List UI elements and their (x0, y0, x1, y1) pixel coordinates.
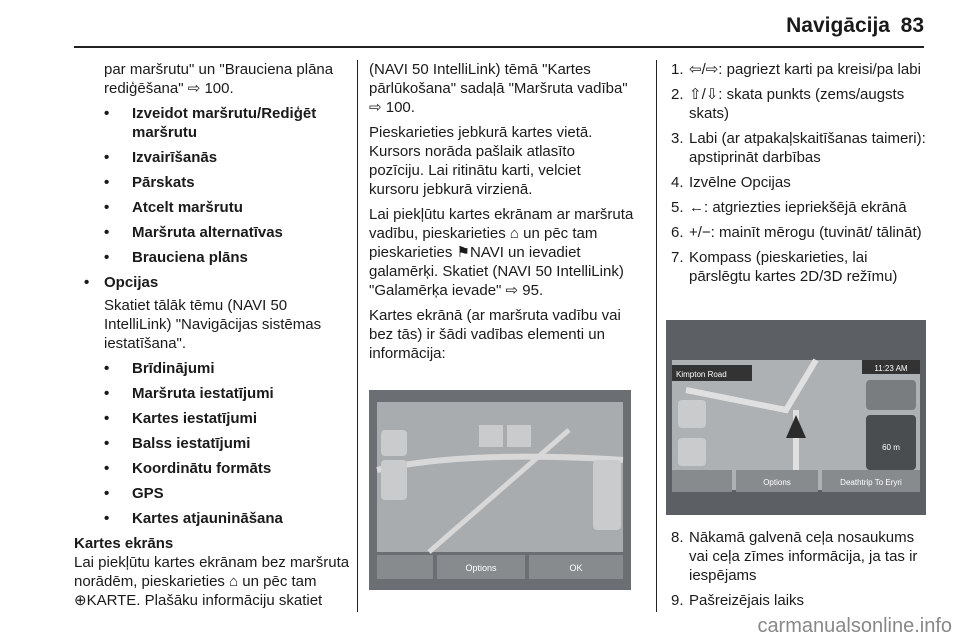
item-text: Pašreizējais laiks (689, 592, 805, 609)
list-item: • Maršruta alternatīvas (74, 223, 354, 242)
list-item (671, 129, 931, 167)
list-item: • Maršruta iestatījumi (74, 384, 354, 403)
map-illustration (369, 390, 631, 590)
item-text: ⇦/⇨: pagriezt karti pa kreisi/pa labi (689, 61, 921, 78)
options-text: Skatiet tālāk tēmu (NAVI 50 IntelliLink) "Navigācijas sistēmas iestatīšana". (104, 297, 322, 352)
home-button (672, 470, 732, 492)
item-number: 4. (671, 174, 684, 191)
item-text: ⇧/⇩: skata punkts (zems/augsts skats) (689, 86, 905, 122)
list-item: • Atcelt maršrutu (74, 198, 354, 217)
options-label: Options (763, 478, 791, 487)
viewpoint-buttons (593, 460, 621, 530)
watermark: carmanualsonline.info (757, 615, 952, 637)
item-number: 7. (671, 249, 684, 266)
page-number: 83 (900, 14, 924, 37)
section-text: Lai piekļūtu kartes ekrānam bez maršruta norādēm, pieskarieties ⌂ un pēc tam ⊕KARTE. Plašāku informāciju skatiet (74, 554, 350, 609)
column-3-continued (671, 528, 931, 616)
header-rule (74, 46, 924, 48)
rotate-left-button (479, 425, 503, 447)
item-number: 3. (671, 130, 684, 147)
item-text: Izvēlne Opcijas (689, 174, 791, 191)
list-item: • Koordinātu formāts (74, 459, 354, 478)
options-label: Options (465, 563, 497, 573)
list-item: • Pārskats (74, 173, 354, 192)
compass-icon (678, 400, 706, 428)
destination-label: Deathtrip To Eryri (840, 478, 902, 487)
paragraph: Pieskarieties jebkurā kartes vietā. Kursors norāda pašlaik atlasīto pozīciju. Lai ritinātu karti, velciet kursoru jebkurā virzienā. (369, 124, 593, 198)
list-item (671, 173, 931, 192)
list-item (671, 248, 931, 286)
item-number: 8. (671, 529, 684, 546)
rotate-right-button (507, 425, 531, 447)
road-name: Kimpton Road (676, 370, 727, 379)
paragraph: Kartes ekrānā (ar maršruta vadību vai bez tās) ir šādi vadības elementi un informācija: (369, 307, 621, 362)
paragraph: Lai piekļūtu kartes ekrānam ar maršruta vadību, pieskarieties ⌂ un pēc tam pieskarieties ⚑NAVI un ievadiet galamērķi. Skatiet (NAVI 50 IntelliLink) "Galamērķa ievade" ⇨ 95. (369, 206, 634, 299)
item-text: +/−: mainīt mērogu (tuvināt/ tālināt) (689, 224, 922, 241)
current-time: 11:23 AM (874, 364, 908, 373)
list-item: • Izveidot maršrutu/Rediģēt maršrutu (74, 104, 354, 142)
intro-text: par maršrutu" un "Brauciena plāna rediģēšana" ⇨ 100. (104, 61, 334, 97)
list-item (671, 60, 931, 79)
map-screen-image-1 (369, 390, 631, 590)
list-item (671, 528, 931, 585)
list-item: • Brauciena plāns (74, 248, 354, 267)
item-text: Labi (ar atpakaļskaitīšanas taimeri): apstiprināt darbības (689, 130, 926, 166)
list-item (671, 198, 931, 217)
numbered-list (671, 528, 931, 610)
paragraph: (NAVI 50 IntelliLink) tēmā "Kartes pārlūkošana" sadaļā "Maršruta vadība" ⇨ 100. (369, 61, 628, 116)
section-title: Kartes ekrāns (74, 535, 174, 552)
item-text: ←: atgriezties iepriekšējā ekrānā (689, 199, 907, 216)
list-item: • Izvairīšanās (74, 148, 354, 167)
page-header (0, 0, 960, 50)
list-item: • GPS (74, 484, 354, 503)
speaker-icon (678, 438, 706, 466)
numbered-list (671, 60, 931, 286)
list-item (671, 223, 931, 242)
back-button (377, 555, 433, 579)
ok-label: OK (569, 563, 583, 573)
list-item (671, 591, 931, 610)
item-text: Kompass (pieskarieties, lai pārslēgtu kartes 2D/3D režīmu) (689, 249, 898, 285)
column-divider (357, 60, 358, 612)
column-1 (74, 60, 354, 616)
list-item (671, 85, 931, 123)
options-heading: • Opcijas (74, 273, 354, 292)
map-screen-image-2 (666, 320, 926, 515)
item-number: 5. (671, 199, 684, 216)
page-title: Navigācija (786, 14, 890, 37)
item-number: 2. (671, 86, 684, 103)
column-2 (369, 60, 634, 369)
recalc-button (866, 380, 916, 410)
map-illustration (666, 320, 926, 515)
item-number: 6. (671, 224, 684, 241)
zoom-buttons (381, 460, 407, 500)
list-item: • Kartes atjaunināšana (74, 509, 354, 528)
item-number: 9. (671, 592, 684, 609)
column-divider (656, 60, 657, 612)
list-item: • Balss iestatījumi (74, 434, 354, 453)
item-text: Nākamā galvenā ceļa nosaukums vai ceļa zīmes informācija, ja tas ir iespējams (689, 529, 918, 584)
item-number: 1. (671, 61, 684, 78)
compass-icon (381, 430, 407, 456)
list-item: • Kartes iestatījumi (74, 409, 354, 428)
list-item: • Brīdinājumi (74, 359, 354, 378)
column-3 (671, 60, 931, 292)
turn-distance: 60 m (882, 443, 900, 452)
